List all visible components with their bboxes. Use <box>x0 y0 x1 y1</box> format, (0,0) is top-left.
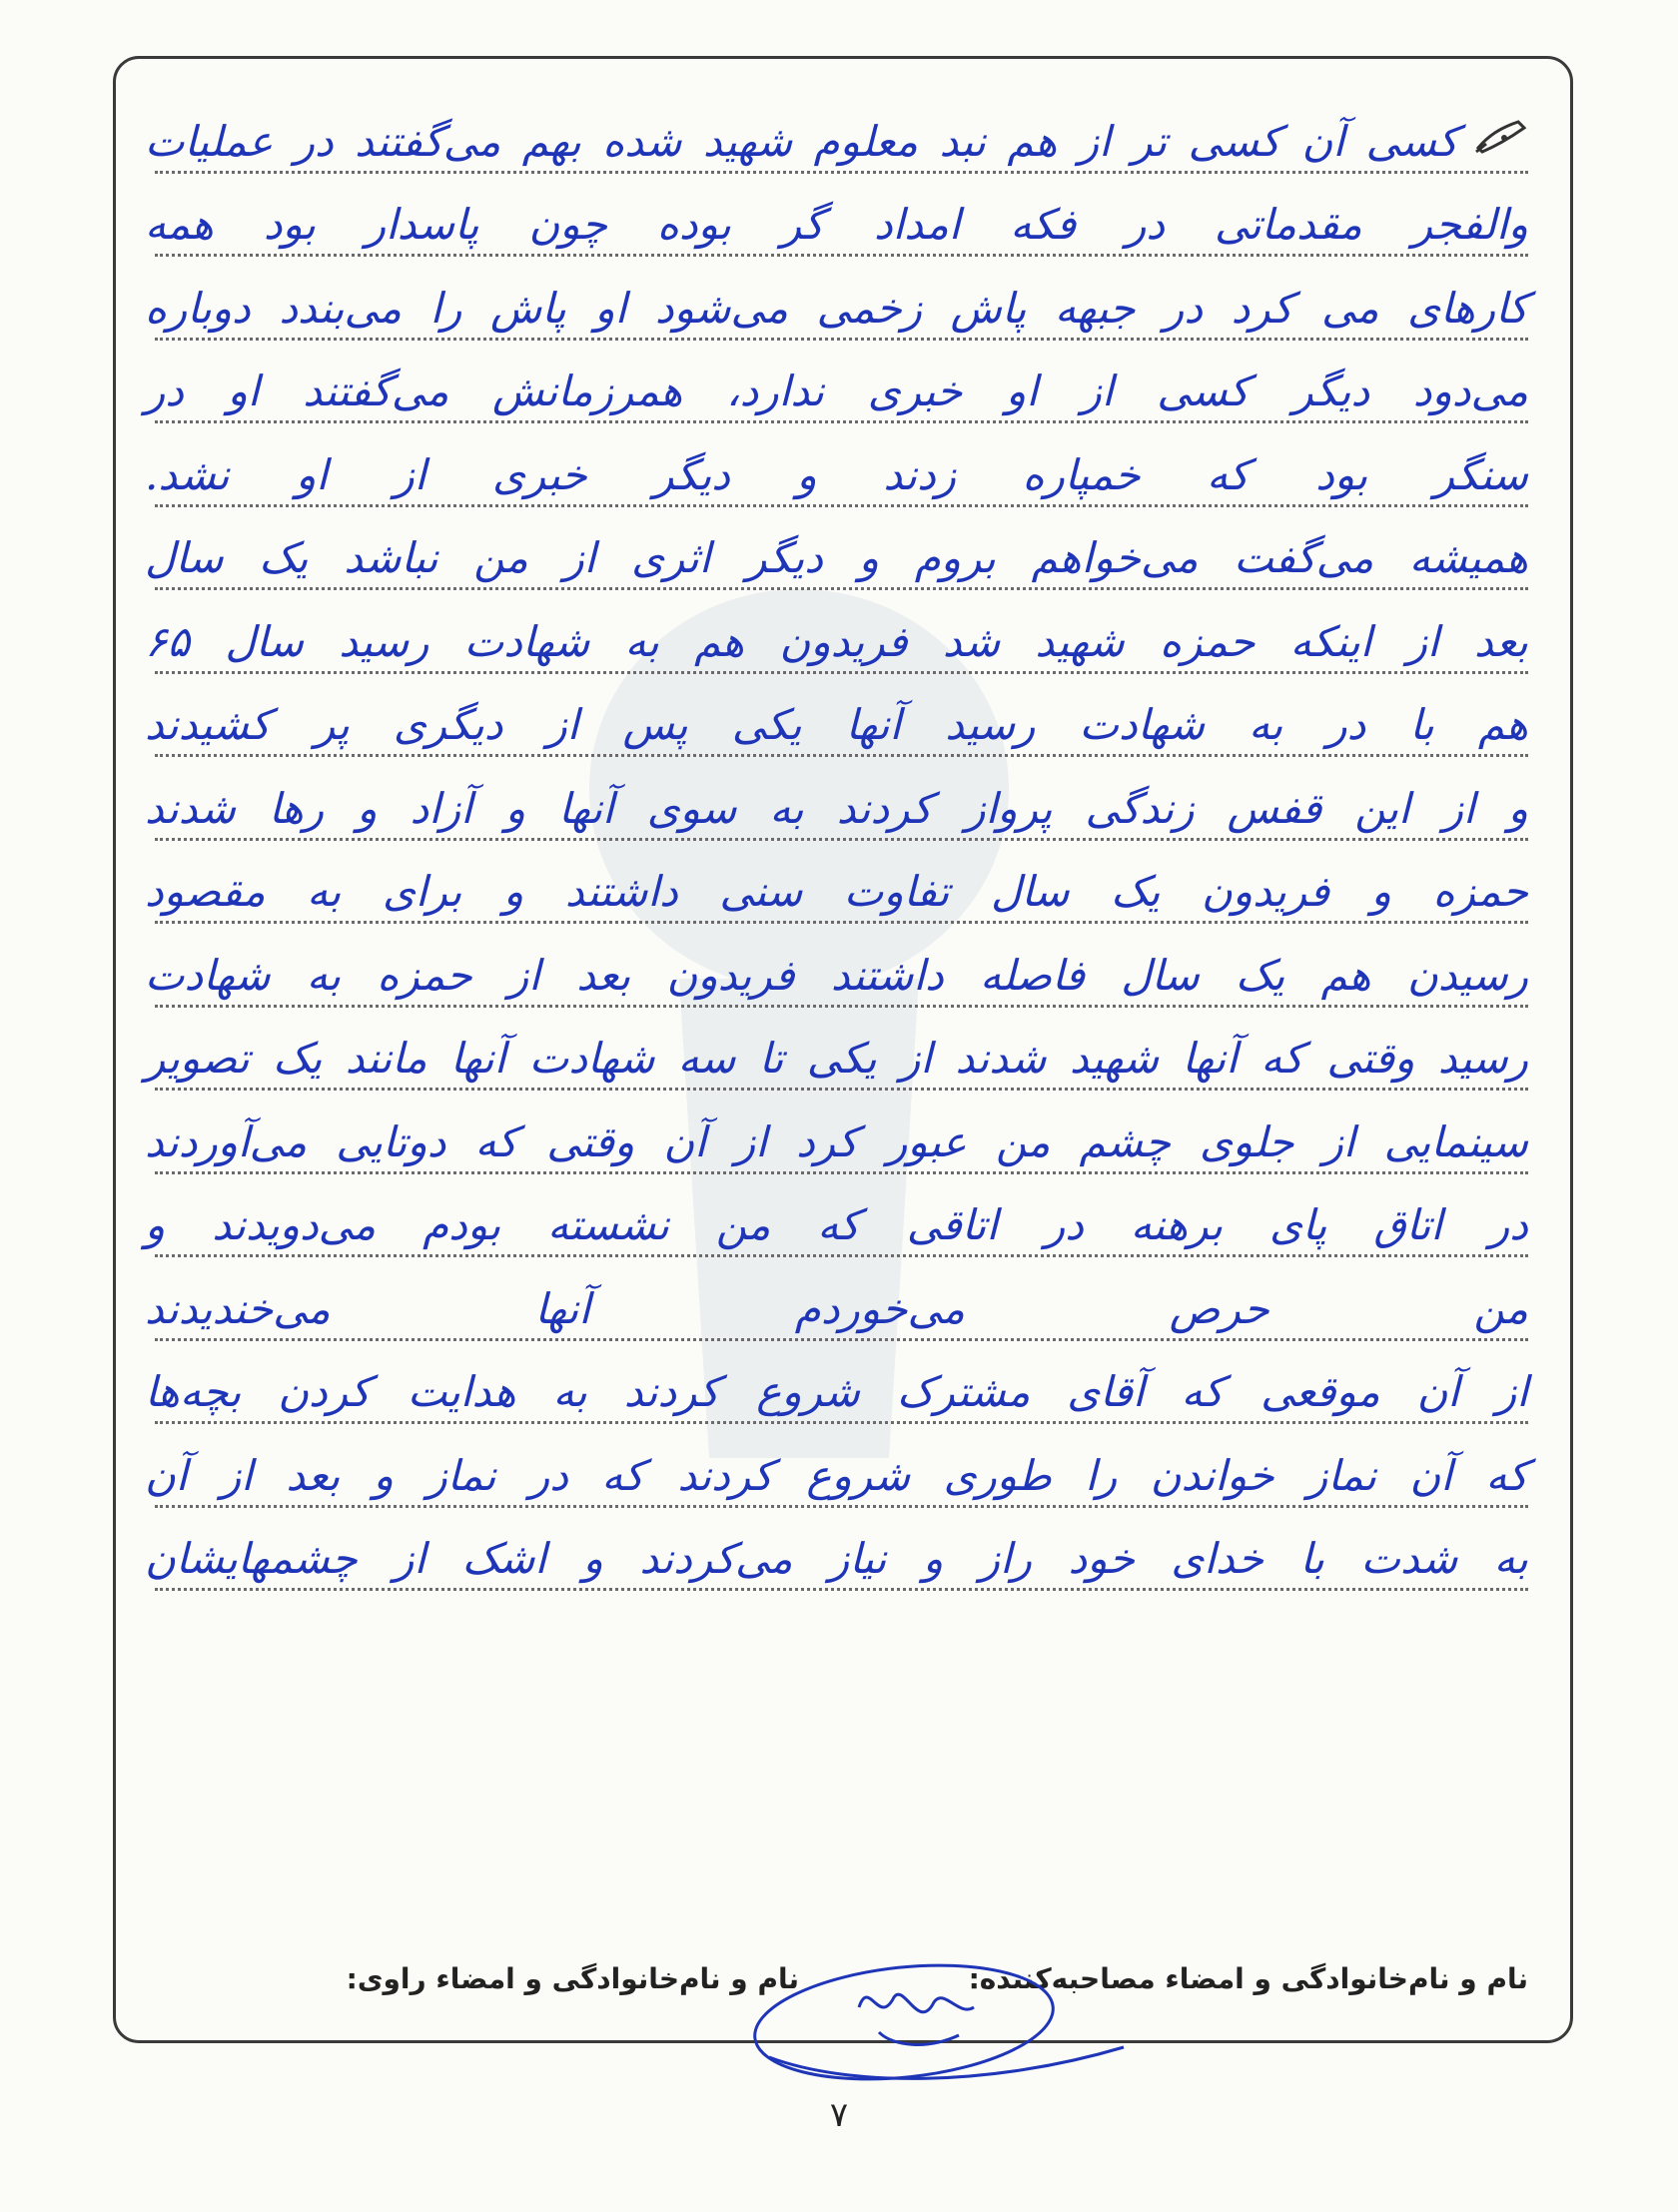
handwritten-text: در اتاق پای برهنه در اتاقی که من نشسته بودم می‌دویدند و <box>145 1200 1528 1249</box>
writing-line <box>145 684 1528 768</box>
dotted-rule <box>155 1338 1528 1341</box>
handwritten-text: والفجر مقدماتی در فکه امداد گر بوده چون پاسدار بود همه <box>145 200 1528 249</box>
writing-line <box>145 1434 1528 1518</box>
handwritten-text: که آن نماز خواندن را طوری شروع کردند که در نماز و بعد از آن <box>145 1450 1528 1500</box>
handwritten-text: سینمایی از جلوی چشم من عبور کرد از آن وقتی که دوتایی می‌آوردند <box>145 1116 1528 1166</box>
writing-line <box>145 767 1528 851</box>
handwritten-text: و از این قفس زندگی پرواز کردند به سوی آنها و آزاد و رها شدند <box>145 783 1528 833</box>
handwritten-text: بعد از اینکه حمزه شهید شد فریدون هم به شهادت رسید سال ۶۵ <box>145 616 1528 666</box>
dotted-rule <box>155 1421 1528 1424</box>
handwritten-text: رسیدن هم یک سال فاصله داشتند فریدون بعد از حمزه به شهادت <box>145 950 1528 1000</box>
dotted-rule <box>155 1254 1528 1257</box>
writing-line <box>145 1018 1528 1102</box>
writing-line <box>145 433 1528 517</box>
handwritten-text: رسید وقتی که آنها شهید شدند از یکی تا سه شهادت آنها مانند یک تصویر <box>145 1034 1528 1083</box>
dotted-rule <box>155 1505 1528 1508</box>
writing-line <box>145 1101 1528 1184</box>
dotted-rule <box>155 1005 1528 1008</box>
interviewer-signature-label: نام و نام‌خانوادگی و امضاء مصاحبه‌کننده: <box>968 1962 1528 1995</box>
writing-line <box>145 351 1528 434</box>
handwritten-text: هم با در به شهادت رسید آنها یکی پس از دیگری پر کشیدند <box>145 700 1528 749</box>
page-number: ۷ <box>829 2095 849 2135</box>
handwritten-text: همیشه می‌گفت می‌خواهم بروم و دیگر اثری از من نباشد یک سال <box>145 533 1528 582</box>
dotted-rule <box>155 1171 1528 1174</box>
writing-line <box>145 1184 1528 1268</box>
dotted-rule <box>155 171 1528 174</box>
dotted-rule <box>155 504 1528 507</box>
handwritten-text: حمزه و فریدون یک سال تفاوت سنی داشتند و برای به مقصود <box>145 867 1528 916</box>
dotted-rule <box>155 420 1528 423</box>
dotted-rule <box>155 1588 1528 1591</box>
writing-line <box>145 1518 1528 1602</box>
dotted-rule <box>155 671 1528 674</box>
handwritten-text: به شدت با خدای خود راز و نیاز می‌کردند و اشک از چشمهایشان <box>145 1534 1528 1583</box>
dotted-rule <box>155 838 1528 841</box>
writing-line <box>145 1267 1528 1351</box>
handwritten-text: از آن موقعی که آقای مشترک شروع کردند به هدایت کردن بچه‌ها <box>145 1367 1528 1416</box>
handwritten-text: من حرص می‌خوردم آنها می‌خندیدند <box>145 1283 1528 1333</box>
writing-line <box>145 934 1528 1018</box>
dotted-rule <box>155 921 1528 924</box>
dotted-rule <box>155 587 1528 590</box>
handwritten-lines <box>145 100 1528 1601</box>
handwritten-signature-icon <box>729 1937 1149 2087</box>
dotted-rule <box>155 754 1528 757</box>
narrator-signature-label: نام و نام‌خانوادگی و امضاء راوی: <box>346 1962 799 1995</box>
writing-line <box>145 517 1528 601</box>
writing-line <box>145 184 1528 268</box>
dotted-rule <box>155 1088 1528 1091</box>
writing-line <box>145 851 1528 935</box>
handwritten-text: می‌دود دیگر کسی از او خبری ندارد، همرزمانش می‌گفتند او در <box>145 367 1528 415</box>
dotted-rule <box>155 254 1528 257</box>
dotted-rule <box>155 338 1528 341</box>
handwritten-text: سنگر بود که خمپاره زدند و دیگر خبری از او نشد. <box>145 449 1528 499</box>
handwritten-text: کارهای می کرد در جبهه پاش زخمی می‌شود او پاش را می‌بندد دوباره <box>145 283 1528 333</box>
handwritten-text: کسی آن کسی تر از هم نبد معلوم شهید شده بهم می‌گفتند در عملیات <box>145 116 1458 166</box>
writing-line <box>145 267 1528 351</box>
writing-line <box>145 600 1528 684</box>
writing-line <box>145 1351 1528 1435</box>
writing-line <box>145 100 1528 184</box>
